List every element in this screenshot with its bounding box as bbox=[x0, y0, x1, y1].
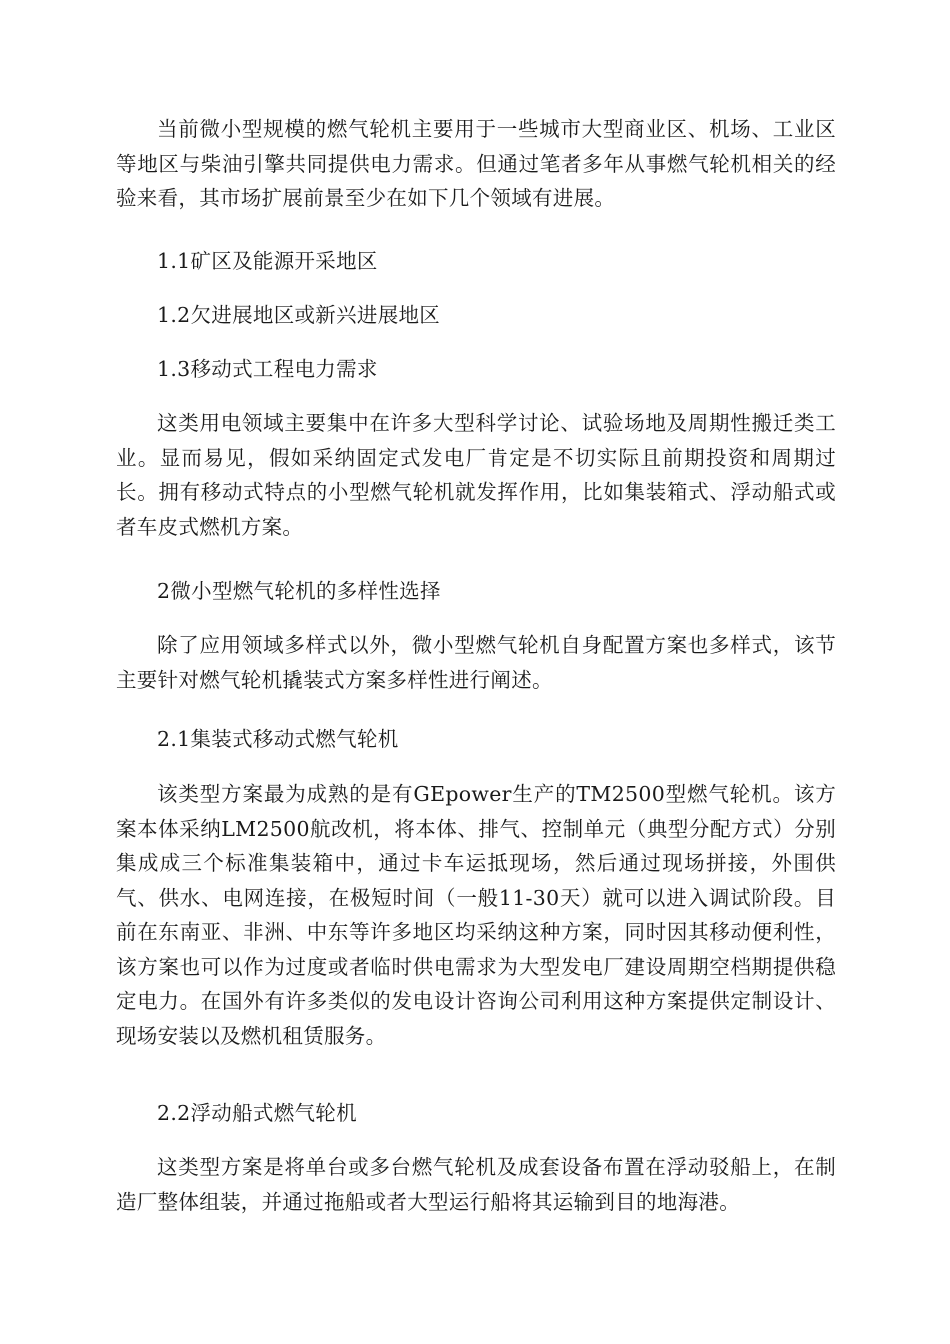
paragraph-intro: 当前微小型规模的燃气轮机主要用于一些城市大型商业区、机场、工业区等地区与柴油引擎共同提供电力需求。但通过笔者多年从事燃气轮机相关的经验来看，其市场扩展前景至少在如下几个领域有进展。 bbox=[116, 117, 836, 210]
paragraph-container-turbine: 该类型方案最为成熟的是有GEpower生产的TM2500型燃气轮机。该方案本体采纳LM2500航改机，将本体、排气、控制单元（典型分配方式）分别集成成三个标准集装箱中，通过卡车运抵现场，然后通过现场拼接，外围供气、供水、电网连接，在极短时间（一般11-30天）就可以进入调试阶段。目前在东南亚、非洲、中东等许多地区均采纳这种方案，同时因其移动便利性，该方案也可以作为过度或者临时供电需求为大型发电厂建设周期空档期提供稳定电力。在国外有许多类似的发电设计咨询公司利用这种方案提供定制设计、现场安装以及燃机租赁服务。 bbox=[116, 782, 836, 1048]
section-heading-1-1: 1.1矿区及能源开采地区 bbox=[157, 249, 378, 273]
paragraph-floating-barge: 这类型方案是将单台或多台燃气轮机及成套设备布置在浮动驳船上，在制造厂整体组装，并通过拖船或者大型运行船将其运输到目的地海港。 bbox=[116, 1155, 836, 1214]
section-heading-2-2: 2.2浮动船式燃气轮机 bbox=[157, 1101, 357, 1125]
section-heading-2-1: 2.1集装式移动式燃气轮机 bbox=[157, 727, 399, 751]
paragraph-mobile-power: 这类用电领域主要集中在许多大型科学讨论、试验场地及周期性搬迁类工业。显而易见，假如采纳固定式发电厂肯定是不切实际且前期投资和周期过长。拥有移动式特点的小型燃气轮机就发挥作用，比如集装箱式、浮动船式或者车皮式燃机方案。 bbox=[116, 411, 836, 539]
section-heading-1-2: 1.2欠进展地区或新兴进展地区 bbox=[157, 303, 441, 327]
paragraph-diversity: 除了应用领域多样式以外，微小型燃气轮机自身配置方案也多样式，该节主要针对燃气轮机撬装式方案多样性进行阐述。 bbox=[116, 633, 836, 692]
section-heading-1-3: 1.3移动式工程电力需求 bbox=[157, 357, 378, 381]
section-heading-2: 2微小型燃气轮机的多样性选择 bbox=[157, 579, 441, 603]
